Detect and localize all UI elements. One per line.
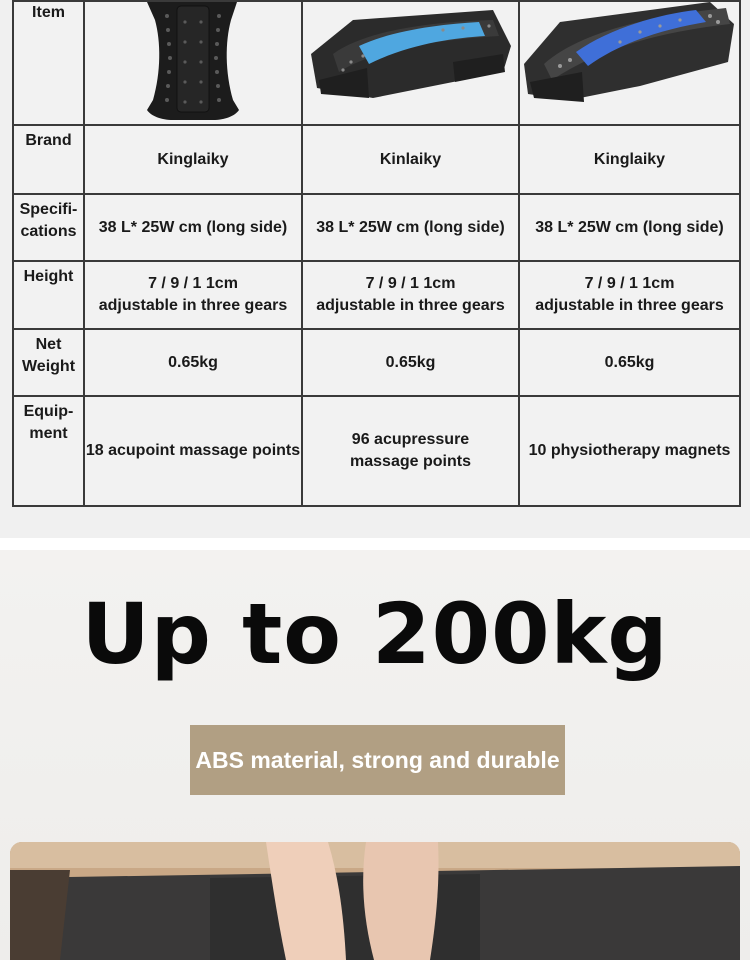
- table-row-brand: [13, 125, 740, 194]
- height-label: Height: [23, 268, 74, 285]
- equipment-value: 18 acupoint massage points: [85, 442, 301, 459]
- brand-cell-3: [519, 125, 740, 194]
- specifications-value: 38 L* 25W cm (long side): [98, 218, 288, 236]
- height-value-line2: adjustable in three gears: [98, 297, 288, 314]
- net-weight-value: 0.65kg: [385, 353, 436, 371]
- brand-cell-2: [302, 125, 519, 194]
- height-value-line2: adjustable in three gears: [316, 297, 505, 314]
- table-row-height: [13, 261, 740, 329]
- height-value-line1: 7 / 9 / 1 1cm: [365, 275, 456, 292]
- specifications-value: 38 L* 25W cm (long side): [316, 218, 505, 236]
- specifications-cell-3: [519, 194, 740, 261]
- specifications-label-line2: cations: [20, 223, 77, 240]
- equipment-value: 10 physiotherapy magnets: [528, 442, 731, 459]
- spec-comparison-table: [12, 0, 741, 507]
- product-image-magnet-stretcher: [520, 2, 739, 124]
- specifications-label-line1: Specifi-: [19, 201, 78, 218]
- equipment-cell-3: [519, 396, 740, 506]
- net-weight-value: 0.65kg: [168, 353, 218, 371]
- product-image-blue-stretcher: [303, 2, 518, 124]
- table-row-images: [13, 1, 740, 125]
- equipment-label-line1: Equip-: [23, 403, 74, 420]
- material-badge: [190, 725, 565, 795]
- usage-photo: [10, 842, 740, 960]
- item-label: Item: [32, 4, 65, 21]
- brand-label: Brand: [25, 132, 72, 149]
- specifications-value: 38 L* 25W cm (long side): [535, 218, 724, 236]
- net-weight-label-cell: [13, 329, 84, 396]
- table-row-specifications: [13, 194, 740, 261]
- net-weight-value: 0.65kg: [604, 353, 655, 371]
- table-row-equipment: [13, 396, 740, 506]
- product-image-cell-2: [302, 1, 519, 125]
- material-badge-text: ABS material, strong and durable: [195, 746, 560, 773]
- height-cell-3: [519, 261, 740, 329]
- equipment-label-cell: [13, 396, 84, 506]
- specifications-cell-1: [84, 194, 302, 261]
- specifications-label-cell: [13, 194, 84, 261]
- net-weight-label-line2: Weight: [21, 358, 76, 375]
- height-cell-1: [84, 261, 302, 329]
- net-weight-cell-3: [519, 329, 740, 396]
- brand-label-cell: [13, 125, 84, 194]
- net-weight-label-line1: Net: [35, 336, 62, 353]
- item-header-cell: [13, 1, 84, 125]
- section-divider: [0, 538, 750, 550]
- brand-value: Kinglaiky: [157, 150, 229, 168]
- height-label-cell: [13, 261, 84, 329]
- height-cell-2: [302, 261, 519, 329]
- load-capacity-section: [0, 550, 750, 960]
- product-image-cell-3: [519, 1, 740, 125]
- equipment-value: 96 acupressure massage points: [350, 431, 471, 470]
- specifications-cell-2: [302, 194, 519, 261]
- brand-cell-1: [84, 125, 302, 194]
- brand-value: Kinlaiky: [379, 150, 442, 168]
- table-row-net-weight: [13, 329, 740, 396]
- height-value-line2: adjustable in three gears: [535, 297, 724, 314]
- load-capacity-headline: Up to 200kg: [81, 585, 669, 683]
- equipment-cell-2: [302, 396, 519, 506]
- product-image-black-stretcher: [85, 2, 301, 124]
- height-value-line1: 7 / 9 / 1 1cm: [148, 275, 238, 292]
- net-weight-cell-1: [84, 329, 302, 396]
- height-value-line1: 7 / 9 / 1 1cm: [584, 275, 675, 292]
- equipment-label-line2: ment: [29, 425, 68, 442]
- brand-value: Kinglaiky: [593, 150, 666, 168]
- equipment-cell-1: [84, 396, 302, 506]
- product-image-cell-1: [84, 1, 302, 125]
- net-weight-cell-2: [302, 329, 519, 396]
